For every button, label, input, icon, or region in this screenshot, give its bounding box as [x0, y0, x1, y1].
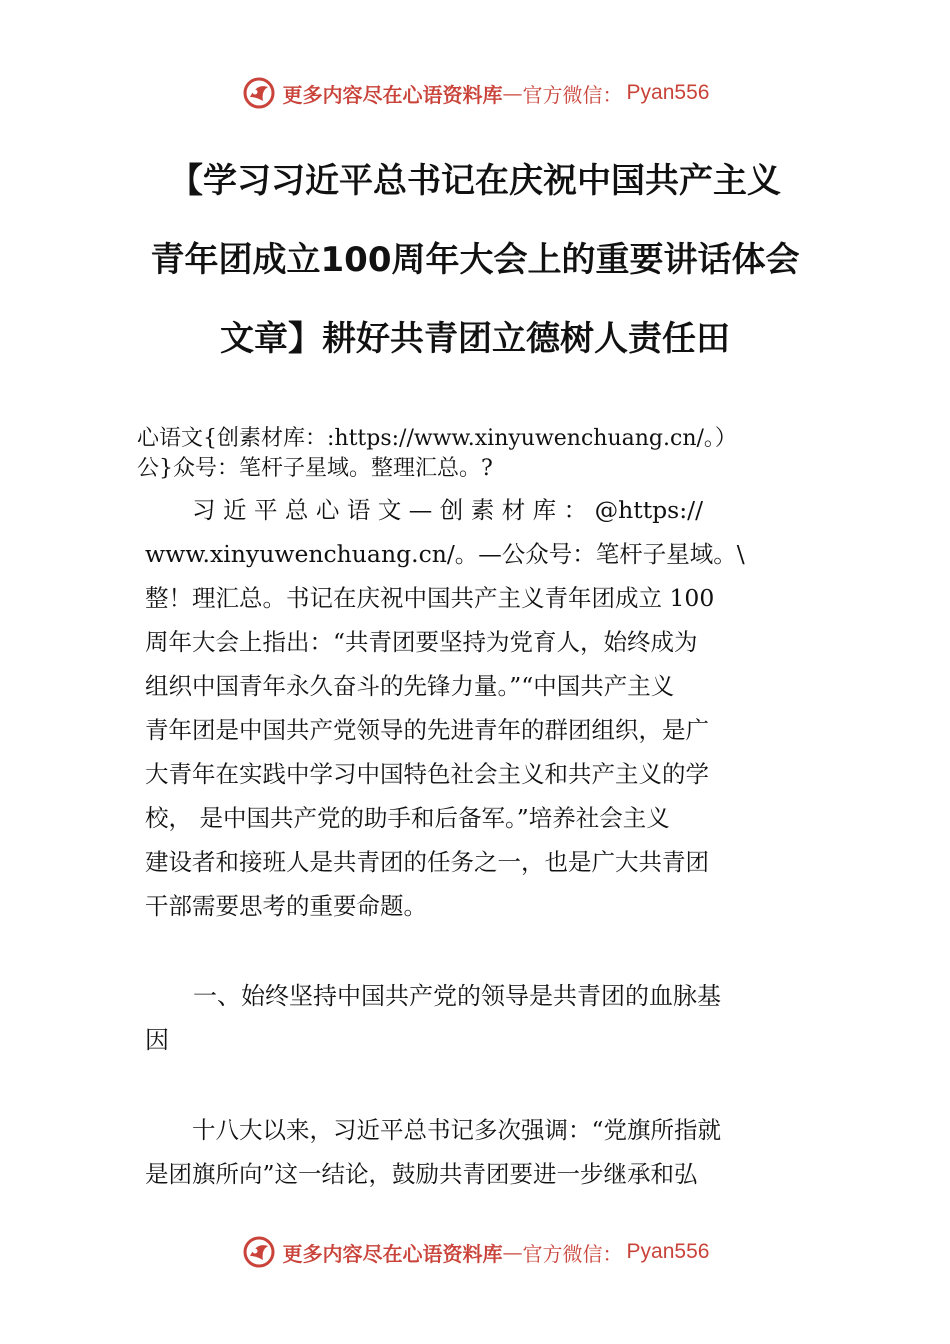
- source-note: [137, 424, 837, 484]
- seal-logo-icon: [241, 1234, 277, 1270]
- paragraph-line: 十八大以来，习近平总书记多次强调：“党旗所指就: [145, 1116, 722, 1144]
- paragraph-line: 校， 是中国共产党的助手和后备军。”培养社会主义: [145, 804, 670, 832]
- banner-text: 更多内容尽在心语资料库: [282, 1241, 503, 1266]
- section-heading-1: [145, 974, 810, 1062]
- banner-wechat-id: Pyan556: [626, 1240, 710, 1263]
- paragraph-line: 整！理汇总。书记在庆祝中国共产主义青年团成立 100: [145, 584, 715, 612]
- body-paragraph-2: [145, 1108, 810, 1196]
- title-line: 【学习习近平总书记在庆祝中国共产主义: [169, 161, 781, 201]
- paragraph-line: 建设者和接班人是共青团的任务之一，也是广大共青团: [145, 848, 709, 876]
- banner-wechat-label: 官方微信：: [522, 1241, 623, 1266]
- source-note-line: 公}众号：笔杆子星域。整理汇总。?: [137, 456, 493, 481]
- paragraph-line: 大青年在实践中学习中国特色社会主义和共产主义的学: [145, 760, 709, 788]
- header-banner: [0, 73, 950, 113]
- banner-wechat-id: Pyan556: [626, 81, 710, 104]
- banner-text: 更多内容尽在心语资料库: [282, 82, 503, 107]
- paragraph-line: 青年团是中国共产党领导的先进青年的群团组织，是广: [145, 716, 709, 744]
- seal-logo-icon: [241, 75, 277, 111]
- banner-wechat-label: 官方微信：: [522, 82, 623, 107]
- footer-banner: [0, 1232, 950, 1272]
- paragraph-line: 周年大会上指出：“共青团要坚持为党育人，始终成为: [145, 628, 698, 656]
- paragraph-line: 组织中国青年永久奋斗的先锋力量。”“中国共产主义: [145, 672, 675, 700]
- heading-line: 因: [145, 1026, 169, 1054]
- body-paragraph-1: [145, 488, 810, 928]
- banner-dash: —: [502, 1240, 523, 1264]
- heading-line: 一、始终坚持中国共产党的领导是共青团的血脉基: [145, 982, 721, 1010]
- paragraph-line: 是团旗所向”这一结论，鼓励共青团要进一步继承和弘: [145, 1160, 698, 1188]
- paragraph-line: 干部需要思考的重要命题。: [145, 892, 427, 920]
- title-line: 青年团成立100周年大会上的重要讲话体会: [150, 240, 800, 280]
- source-note-line: 心语文{创素材库：:https://www.xinyuwenchuang.cn/。）: [137, 426, 737, 451]
- title-line: 文章】耕好共青团立德树人责任田: [220, 319, 730, 359]
- document-title: [140, 142, 810, 379]
- banner-dash: —: [502, 81, 523, 105]
- paragraph-line: 习 近 平 总 心 语 文 — 创 素 材 库 ： @https://: [145, 496, 703, 524]
- paragraph-line: www.xinyuwenchuang.cn/。—公众号：笔杆子星域。\: [145, 540, 745, 568]
